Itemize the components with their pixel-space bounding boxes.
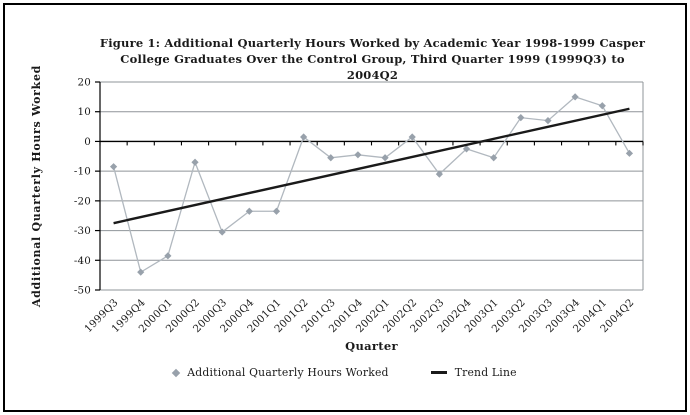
- diamond-marker-icon: [172, 368, 180, 376]
- y-tick-label: -10: [73, 165, 91, 178]
- x-tick-label: 2000Q2: [163, 296, 203, 336]
- data-point-marker: [137, 269, 144, 276]
- x-tick-label: 2001Q2: [272, 296, 311, 336]
- y-axis-title: Additional Quarterly Hours Worked: [30, 64, 43, 308]
- x-tick-label: 2003Q4: [543, 296, 583, 336]
- x-tick-label: 1999Q3: [82, 296, 121, 336]
- x-tick-label: 2001Q3: [299, 296, 338, 336]
- chart-title-line1: Figure 1: Additional Quarterly Hours Worked by Academic Year 1998-1999 Casper: [99, 36, 646, 50]
- y-tick-label: -20: [73, 195, 91, 208]
- data-point-marker: [354, 151, 361, 158]
- data-point-marker: [110, 163, 117, 170]
- x-tick-label: 2004Q2: [598, 296, 637, 336]
- x-tick-label: 2002Q1: [353, 296, 393, 336]
- trend-line-icon: [431, 371, 447, 374]
- data-point-marker: [626, 150, 633, 157]
- legend: [0, 366, 690, 379]
- y-tick-label: 10: [77, 106, 91, 119]
- data-point-marker: [517, 114, 524, 121]
- data-point-marker: [599, 102, 606, 109]
- legend-item-trend: [431, 366, 517, 379]
- chart-title-line2: College Graduates Over the Control Group, Third Quarter 1999 (1999Q3) to 2004Q2: [120, 52, 625, 82]
- x-tick-label: 2000Q4: [217, 296, 257, 336]
- legend-label-trend: Trend Line: [454, 366, 517, 379]
- x-axis-title: Quarter: [345, 339, 398, 353]
- data-point-marker: [164, 252, 171, 259]
- x-tick-label: 2002Q2: [380, 296, 420, 336]
- legend-label-series: Additional Quarterly Hours Worked: [187, 366, 389, 379]
- x-tick-label: 1999Q4: [109, 296, 148, 336]
- legend-item-series: [173, 366, 388, 379]
- x-tick-label: 2003Q1: [462, 296, 501, 336]
- x-tick-label: 2001Q1: [245, 296, 284, 336]
- data-point-marker: [191, 159, 198, 166]
- series-line: [114, 97, 630, 272]
- x-tick-label: 2003Q2: [489, 296, 528, 336]
- trend-line: [114, 109, 630, 223]
- data-point-marker: [490, 154, 497, 161]
- x-tick-label: 2000Q3: [190, 296, 230, 336]
- data-point-marker: [273, 208, 280, 215]
- y-tick-label: -40: [73, 254, 91, 267]
- x-tick-label: 2002Q3: [408, 296, 447, 336]
- x-tick-label: 2003Q3: [516, 296, 556, 336]
- x-tick-label: 2001Q4: [326, 296, 366, 336]
- y-tick-label: 20: [77, 76, 91, 89]
- y-tick-label: -30: [73, 225, 91, 238]
- x-tick-label: 2000Q1: [136, 296, 175, 336]
- x-tick-label: 2002Q4: [435, 296, 474, 336]
- y-tick-label: -50: [73, 284, 91, 297]
- x-tick-label: 2004Q1: [570, 296, 610, 336]
- y-tick-label: 0: [84, 135, 91, 148]
